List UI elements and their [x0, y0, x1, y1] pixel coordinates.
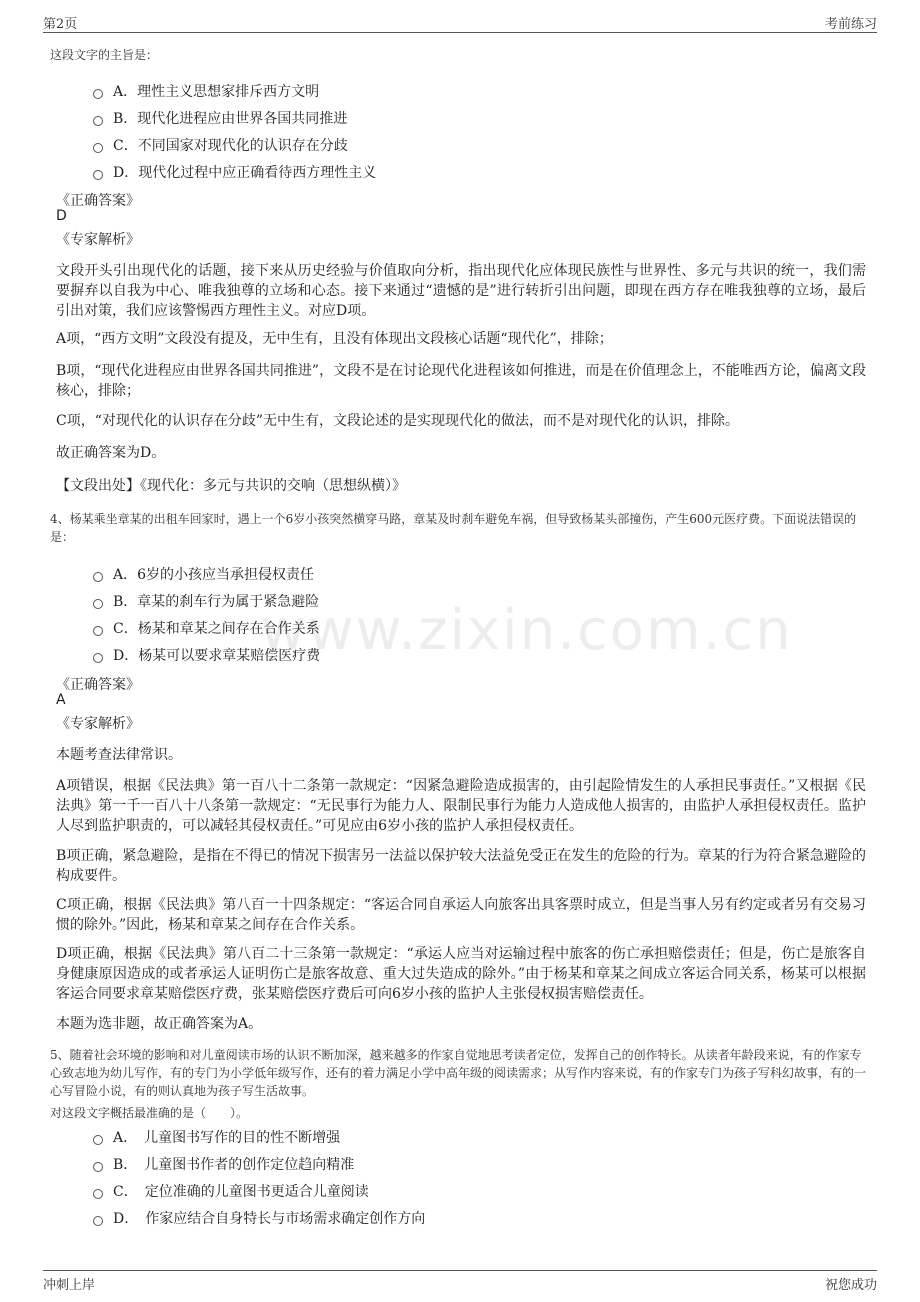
- q4-analysis-p3: B项正确，紧急避险，是指在不得已的情况下损害另一法益以保护较大法益免受正在发生的危险的行为。章某的行为符合紧急避险的构成要件。: [56, 848, 866, 884]
- q3-analysis-p5: 故正确答案为D。: [56, 445, 166, 461]
- radio-icon[interactable]: [93, 116, 103, 126]
- q4-analysis-label: 《专家解析》: [56, 716, 140, 732]
- q5-question: 对这段文字概括最准确的是（ ）。: [50, 1106, 249, 1120]
- q5-option-c[interactable]: C． 定位准确的儿童图书更适合儿童阅读: [93, 1180, 369, 1202]
- q4-conclusion: 本题为选非题，故正确答案为A。: [56, 1016, 263, 1032]
- radio-icon[interactable]: [93, 1135, 103, 1145]
- radio-icon[interactable]: [93, 170, 103, 180]
- radio-icon[interactable]: [93, 599, 103, 609]
- q3-analysis-p2: A项，“西方文明”文段没有提及，无中生有，且没有体现出文段核心话题“现代化”，排除；: [56, 331, 613, 347]
- q3-analysis-p1: 文段开头引出现代化的话题，接下来从历史经验与价值取向分析，指出现代化应体现民族性与世界性、多元与共识的统一，我们需要摒弃以自我为中心、唯我独尊的立场和心态。接下来通过“遗憾的是”进行转折引出问题，即现在西方存在唯我独尊的立场，最后引出对策，我们应该警惕西方理性主义。对应D项。: [56, 263, 866, 319]
- page-header: [43, 10, 877, 33]
- q4-option-b[interactable]: B．章某的刹车行为属于紧急避险: [93, 590, 319, 612]
- q4-analysis-p5: D项正确，根据《民法典》第八百二十三条第一款规定：“承运人应当对运输过程中旅客的伤亡承担赔偿责任；但是，伤亡是旅客自身健康原因造成的或者承运人证明伤亡是旅客故意、重大过失造成的除外。”由于杨某和章某之间成立客运合同关系，杨某可以根据客运合同要求章某赔偿医疗费，张某赔偿医疗费后可向6岁小孩的监护人主张侵权损害赔偿责任。: [56, 946, 866, 1002]
- q3-option-c[interactable]: C．不同国家对现代化的认识存在分歧: [93, 134, 348, 156]
- radio-icon[interactable]: [93, 1216, 103, 1226]
- q5-option-d[interactable]: D． 作家应结合自身特长与市场需求确定创作方向: [93, 1207, 425, 1229]
- q4-analysis-p2: A项错误，根据《民法典》第一百八十二条第一款规定：“因紧急避险造成损害的，由引起险情发生的人承担民事责任。”又根据《民法典》第一千一百八十八条第一款规定：“无民事行为能力人、限制民事行为能力人造成他人损害的，由监护人承担侵权责任。监护人尽到监护职责的，可以减轻其侵权责任。”可见应由6岁小孩的监护人承担侵权责任。: [56, 778, 866, 834]
- q3-source: 【文段出处】《现代化：多元与共识的交响（思想纵横）》: [56, 478, 406, 494]
- page-number: 第2页: [43, 17, 78, 32]
- page-footer: [43, 1270, 877, 1293]
- q4-analysis-p1: 本题考查法律常识。: [56, 747, 182, 763]
- radio-icon[interactable]: [93, 653, 103, 663]
- header-title: 考前练习: [824, 17, 877, 32]
- q3-stem: 这段文字的主旨是：: [50, 48, 159, 62]
- q5-stem: 5、随着社会环境的影响和对儿童阅读市场的认识不断加深，越来越多的作家自觉地思考读者定位，发挥自己的创作特长。从读者年龄段来说，有的作家专心致志地为幼儿写作，有的专门为小学低年级写作，还有的着力满足小学中高年级的阅读需求；从写作内容来说，有的作家专门为孩子写科幻故事，有的一心写冒险小说，有的则认真地为孩子写生活故事。: [50, 1048, 867, 1098]
- footer-left: 冲刺上岸: [43, 1278, 96, 1293]
- q3-answer: D: [56, 208, 67, 224]
- watermark: www.zixin.com.cn: [260, 598, 793, 663]
- radio-icon[interactable]: [93, 1189, 103, 1199]
- q4-stem: 4、杨某乘坐章某的出租车回家时，遇上一个6岁小孩突然横穿马路，章某及时刹车避免车祸，但导致杨某头部撞伤，产生600元医疗费。下面说法错误的是：: [50, 512, 857, 544]
- radio-icon[interactable]: [93, 143, 103, 153]
- q4-answer: A: [56, 692, 66, 708]
- q3-option-d[interactable]: D．现代化过程中应正确看待西方理性主义: [93, 161, 376, 183]
- q4-analysis-p4: C项正确，根据《民法典》第八百一十四条规定：“客运合同自承运人向旅客出具客票时成立，但是当事人另有约定或者另有交易习惯的除外。”因此，杨某和章某之间存在合作关系。: [56, 897, 866, 933]
- q5-option-a[interactable]: A． 儿童图书写作的目的性不断增强: [93, 1126, 340, 1148]
- q3-analysis-p4: C项，“对现代化的认识存在分歧”无中生有，文段论述的是实现现代化的做法，而不是对现代化的认识，排除。: [56, 413, 740, 429]
- radio-icon[interactable]: [93, 1162, 103, 1172]
- radio-icon[interactable]: [93, 89, 103, 99]
- q3-analysis-label: 《专家解析》: [56, 232, 140, 248]
- footer-right: 祝您成功: [824, 1278, 877, 1293]
- q3-analysis-p3: B项，“现代化进程应由世界各国共同推进”，文段不是在讨论现代化进程该如何推进，而是在价值理念上，不能唯西方论，偏离文段核心，排除；: [56, 363, 866, 399]
- radio-icon[interactable]: [93, 626, 103, 636]
- q4-option-c[interactable]: C．杨某和章某之间存在合作关系: [93, 617, 320, 639]
- q5-option-b[interactable]: B． 儿童图书作者的创作定位趋向精准: [93, 1153, 354, 1175]
- radio-icon[interactable]: [93, 572, 103, 582]
- q4-option-a[interactable]: A．6岁的小孩应当承担侵权责任: [93, 563, 314, 585]
- q3-answer-label: 《正确答案》: [56, 193, 140, 209]
- q3-option-a[interactable]: A．理性主义思想家排斥西方文明: [93, 80, 319, 102]
- q3-option-b[interactable]: B．现代化进程应由世界各国共同推进: [93, 107, 347, 129]
- q4-option-d[interactable]: D．杨某可以要求章某赔偿医疗费: [93, 644, 320, 666]
- q4-answer-label: 《正确答案》: [56, 677, 140, 693]
